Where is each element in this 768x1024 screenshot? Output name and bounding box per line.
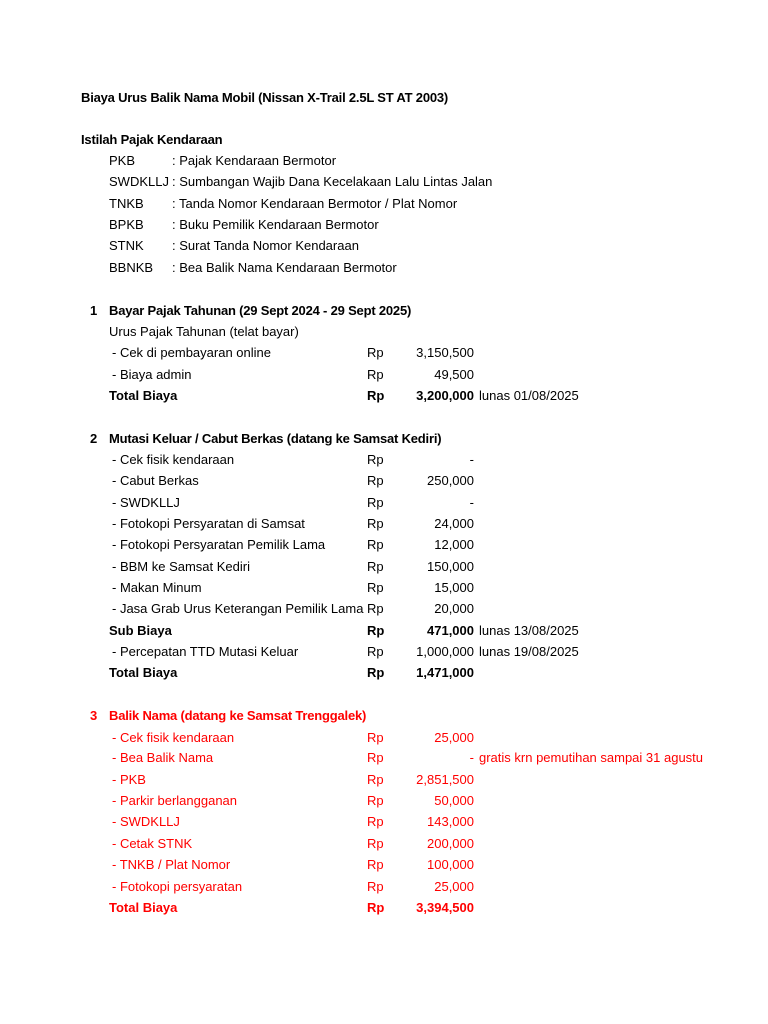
cost-item-label: - BBM ke Samsat Kediri xyxy=(112,559,250,574)
section-2-subtotal-note: lunas 13/08/2025 xyxy=(479,623,579,638)
cost-item-amount: 25,000 xyxy=(434,879,474,894)
glossary-term: BBNKB xyxy=(109,260,154,275)
cost-item-amount: 250,000 xyxy=(427,473,474,488)
cost-item-label: - Jasa Grab Urus Keterangan Pemilik Lama xyxy=(112,601,364,616)
section-2-total-label: Total Biaya xyxy=(109,665,178,680)
glossary-term: BPKB xyxy=(109,217,144,232)
section-2-subtotal-amount: 471,000 xyxy=(427,623,474,638)
cost-item-amount: - xyxy=(469,750,474,765)
cost-item-amount: 1,000,000 xyxy=(416,644,474,659)
currency-label: Rp xyxy=(367,793,384,808)
currency-label: Rp xyxy=(367,345,384,360)
currency-label: Rp xyxy=(367,772,384,787)
cost-item-amount: - xyxy=(469,452,474,467)
glossary-definition: : Buku Pemilik Kendaraan Bermotor xyxy=(172,217,379,232)
cost-item-amount: 143,000 xyxy=(427,814,474,829)
currency-label: Rp xyxy=(367,516,384,531)
bea-balik-nama-note: gratis krn pemutihan sampai 31 agustu xyxy=(479,750,704,765)
currency-label: Rp xyxy=(367,879,384,894)
glossary-definition: : Bea Balik Nama Kendaraan Bermotor xyxy=(172,260,397,275)
glossary-definition: : Pajak Kendaraan Bermotor xyxy=(172,153,337,168)
cost-item-amount: - xyxy=(469,495,474,510)
glossary-term: PKB xyxy=(109,153,136,168)
section-1-payment-note: lunas 01/08/2025 xyxy=(479,388,579,403)
glossary-term: TNKB xyxy=(109,196,144,211)
glossary-term: STNK xyxy=(109,238,144,253)
cost-item-label: - Cabut Berkas xyxy=(112,473,199,488)
cost-item-label: - Biaya admin xyxy=(112,367,192,382)
cost-item-label: - SWDKLLJ xyxy=(112,495,180,510)
currency-label: Rp xyxy=(367,665,385,680)
glossary-definition: : Surat Tanda Nomor Kendaraan xyxy=(172,238,359,253)
currency-label: Rp xyxy=(367,473,384,488)
currency-label: Rp xyxy=(367,601,384,616)
glossary-definition: : Sumbangan Wajib Dana Kecelakaan Lalu Lintas Jalan xyxy=(172,174,493,189)
cost-item-amount: 3,150,500 xyxy=(416,345,474,360)
cost-item-amount: 24,000 xyxy=(434,516,474,531)
cost-item-label: - Fotokopi persyaratan xyxy=(112,879,243,894)
section-3-total-label: Total Biaya xyxy=(109,900,178,915)
cost-item-amount: 20,000 xyxy=(434,601,474,616)
cost-item-amount: 12,000 xyxy=(434,537,474,552)
currency-label: Rp xyxy=(367,857,384,872)
cost-item-label: - Parkir berlangganan xyxy=(112,793,238,808)
glossary-heading: Istilah Pajak Kendaraan xyxy=(81,132,223,147)
currency-label: Rp xyxy=(367,644,384,659)
cost-item-amount: 200,000 xyxy=(427,836,474,851)
section-3-number: 3 xyxy=(90,708,98,723)
cost-item-amount: 50,000 xyxy=(434,793,474,808)
cost-item-label: - Cek fisik kendaraan xyxy=(112,452,235,467)
section-2-extra-note: lunas 19/08/2025 xyxy=(479,644,579,659)
cost-item-label: - Makan Minum xyxy=(112,580,202,595)
section-1-total-amount: 3,200,000 xyxy=(416,388,474,403)
section-1-description: Urus Pajak Tahunan (telat bayar) xyxy=(109,324,299,339)
currency-label: Rp xyxy=(367,580,384,595)
page-title: Biaya Urus Balik Nama Mobil (Nissan X-Trail 2.5L ST AT 2003) xyxy=(81,90,449,105)
section-2-total-amount: 1,471,000 xyxy=(416,665,474,680)
section-2-heading: Mutasi Keluar / Cabut Berkas (datang ke Samsat Kediri) xyxy=(109,431,442,446)
cost-item-amount: 25,000 xyxy=(434,730,474,745)
glossary-term: SWDKLLJ xyxy=(109,174,169,189)
cost-item-amount: 49,500 xyxy=(434,367,474,382)
section-3-heading: Balik Nama (datang ke Samsat Trenggalek) xyxy=(109,708,367,723)
cost-item-label: - Cetak STNK xyxy=(112,836,193,851)
cost-item-label: - Fotokopi Persyaratan Pemilik Lama xyxy=(112,537,326,552)
section-1-total-label: Total Biaya xyxy=(109,388,178,403)
currency-label: Rp xyxy=(367,623,385,638)
currency-label: Rp xyxy=(367,495,384,510)
cost-item-label: - SWDKLLJ xyxy=(112,814,180,829)
cost-item-label: - Percepatan TTD Mutasi Keluar xyxy=(112,644,299,659)
cost-item-amount: 15,000 xyxy=(434,580,474,595)
section-1-heading: Bayar Pajak Tahunan (29 Sept 2024 - 29 Sept 2025) xyxy=(109,303,412,318)
currency-label: Rp xyxy=(367,730,384,745)
section-3-total-amount: 3,394,500 xyxy=(416,900,474,915)
section-2-number: 2 xyxy=(90,431,98,446)
cost-item-label: - Fotokopi Persyaratan di Samsat xyxy=(112,516,305,531)
section-2-subtotal-label: Sub Biaya xyxy=(109,623,172,638)
currency-label: Rp xyxy=(367,537,384,552)
cost-item-label: - Cek fisik kendaraan xyxy=(112,730,235,745)
currency-label: Rp xyxy=(367,900,385,915)
section-1-number: 1 xyxy=(90,303,98,318)
currency-label: Rp xyxy=(367,452,384,467)
currency-label: Rp xyxy=(367,750,384,765)
cost-item-label: - PKB xyxy=(112,772,146,787)
currency-label: Rp xyxy=(367,367,384,382)
cost-item-label: - Cek di pembayaran online xyxy=(112,345,271,360)
glossary-definition: : Tanda Nomor Kendaraan Bermotor / Plat Nomor xyxy=(172,196,458,211)
currency-label: Rp xyxy=(367,388,385,403)
cost-item-amount: 100,000 xyxy=(427,857,474,872)
cost-item-label: - Bea Balik Nama xyxy=(112,750,214,765)
currency-label: Rp xyxy=(367,559,384,574)
cost-item-label: - TNKB / Plat Nomor xyxy=(112,857,231,872)
cost-item-amount: 150,000 xyxy=(427,559,474,574)
cost-item-amount: 2,851,500 xyxy=(416,772,474,787)
currency-label: Rp xyxy=(367,814,384,829)
currency-label: Rp xyxy=(367,836,384,851)
